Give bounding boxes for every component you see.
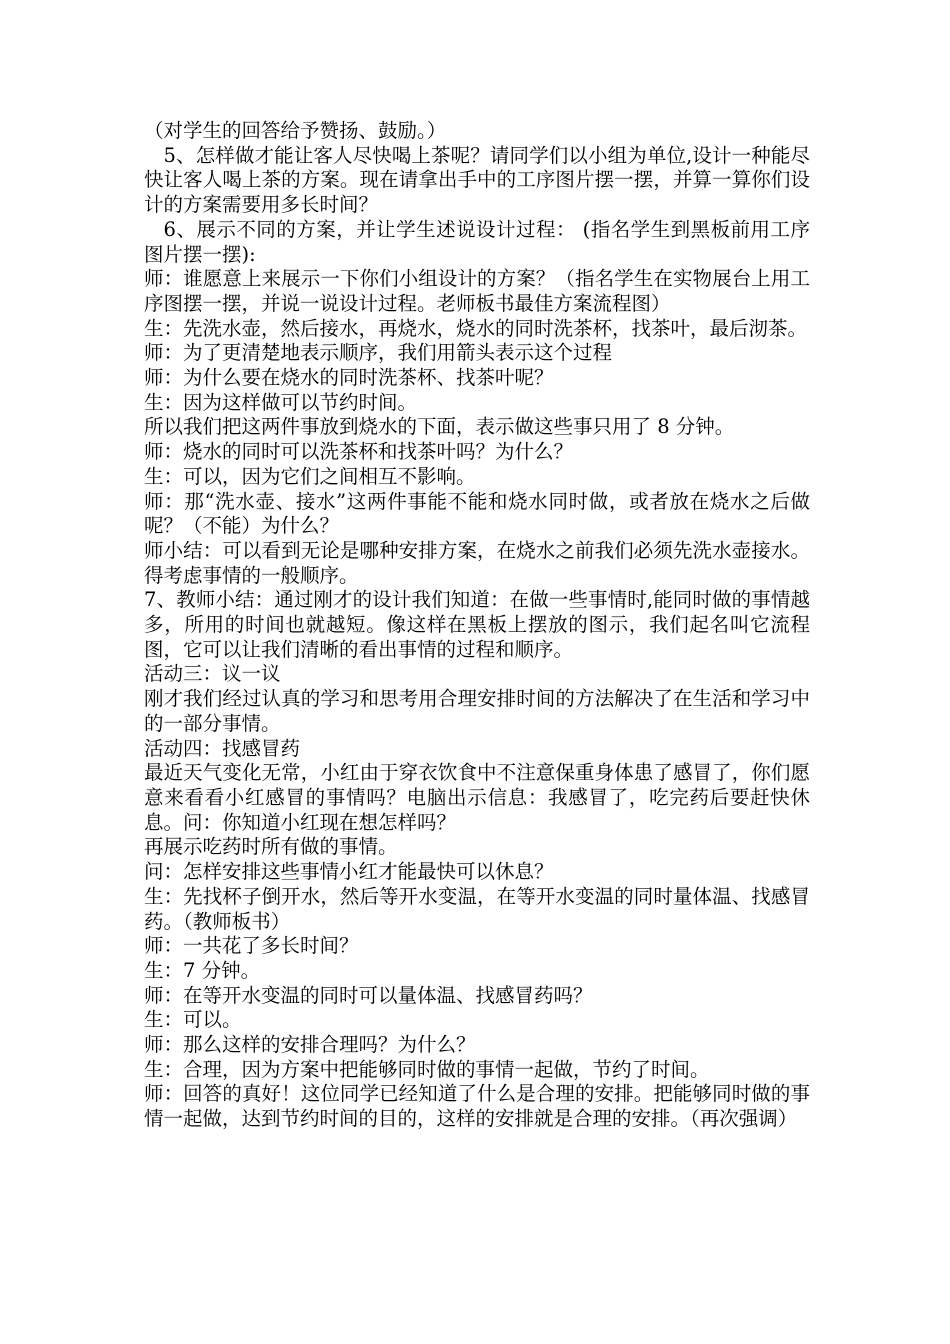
paragraph: 5、怎样做才能让客人尽快喝上茶呢？请同学们以小组为单位,设计一种能尽快让客人喝上茶的方案。现在请拿出手中的工序图片摆一摆，并算一算你们设计的方案需要用多长时间？ (144, 143, 810, 217)
paragraph: 生：先找杯子倒开水，然后等开水变温，在等开水变温的同时量体温、找感冒药。（教师板书） (144, 884, 810, 933)
paragraph: 生：先洗水壶，然后接水，再烧水，烧水的同时洗茶杯，找茶叶，最后沏茶。 (144, 316, 808, 340)
paragraph: 师：一共花了多长时间？ (144, 934, 359, 958)
paragraph: 师：回答的真好！这位同学已经知道了什么是合理的安排。把能够同时做的事情一起做，达到节约时间的目的，这样的安排就是合理的安排。（再次强调） (144, 1082, 810, 1131)
paragraph: 问：怎样安排这些事情小红才能最快可以休息？ (144, 860, 554, 884)
paragraph: 师：为了更清楚地表示顺序，我们用箭头表示这个过程 (144, 341, 613, 365)
paragraph: 活动四：找感冒药 (144, 736, 301, 760)
paragraph: 7、教师小结：通过刚才的设计我们知道：在做一些事情时,能同时做的事情越多，所用的时间也就越短。像这样在黑板上摆放的图示，我们起名叫它流程图，它可以让我们清晰的看出事情的过程和顺序。 (144, 588, 810, 661)
paragraph: 师：那“洗水壶、接水”这两件事能不能和烧水同时做，或者放在烧水之后做呢？（不能）为什么？ (144, 489, 810, 538)
paragraph: 刚才我们经过认真的学习和思考用合理安排时间的方法解决了在生活和学习中的一部分事情。 (144, 687, 810, 735)
paragraph: 再展示吃药时所有做的事情。 (144, 835, 398, 859)
paragraph: 6、展示不同的方案，并让学生述说设计过程： (指名学生到黑板前用工序图片摆一摆): (144, 217, 810, 266)
paragraph: 生：可以。 (144, 1008, 242, 1032)
paragraph: 活动三：议一议 (144, 662, 281, 686)
paragraph: 师：在等开水变温的同时可以量体温、找感冒药吗？ (144, 983, 593, 1007)
document-page (144, 119, 810, 1132)
paragraph: 生：可以，因为它们之间相互不影响。 (144, 464, 476, 488)
paragraph: 师小结：可以看到无论是哪种安排方案，在烧水之前我们必须先洗水壶接水。得考虑事情的一般顺序。 (144, 538, 810, 587)
paragraph: 师：那么这样的安排合理吗？为什么？ (144, 1033, 476, 1057)
paragraph: （对学生的回答给予赞扬、鼓励。） (144, 119, 447, 142)
paragraph: 所以我们把这两件事放到烧水的下面，表示做这些事只用了 8 分钟。 (144, 415, 735, 439)
paragraph: 师：烧水的同时可以洗茶杯和找茶叶吗？为什么？ (144, 440, 574, 464)
paragraph: 生：7 分钟。 (144, 958, 261, 982)
paragraph: 生：因为这样做可以节约时间。 (144, 390, 418, 414)
paragraph: 师：为什么要在烧水的同时洗茶杯、找茶叶呢？ (144, 366, 554, 390)
paragraph: 生：合理，因为方案中把能够同时做的事情一起做，节约了时间。 (144, 1057, 710, 1081)
paragraph: 师：谁愿意上来展示一下你们小组设计的方案？（指名学生在实物展台上用工序图摆一摆，并说一说设计过程。老师板书最佳方案流程图） (144, 267, 810, 315)
paragraph: 最近天气变化无常，小红由于穿衣饮食中不注意保重身体患了感冒了，你们愿意来看看小红感冒的事情吗？电脑出示信息：我感冒了，吃完药后要赶快休息。问：你知道小红现在想怎样吗？ (144, 761, 810, 834)
